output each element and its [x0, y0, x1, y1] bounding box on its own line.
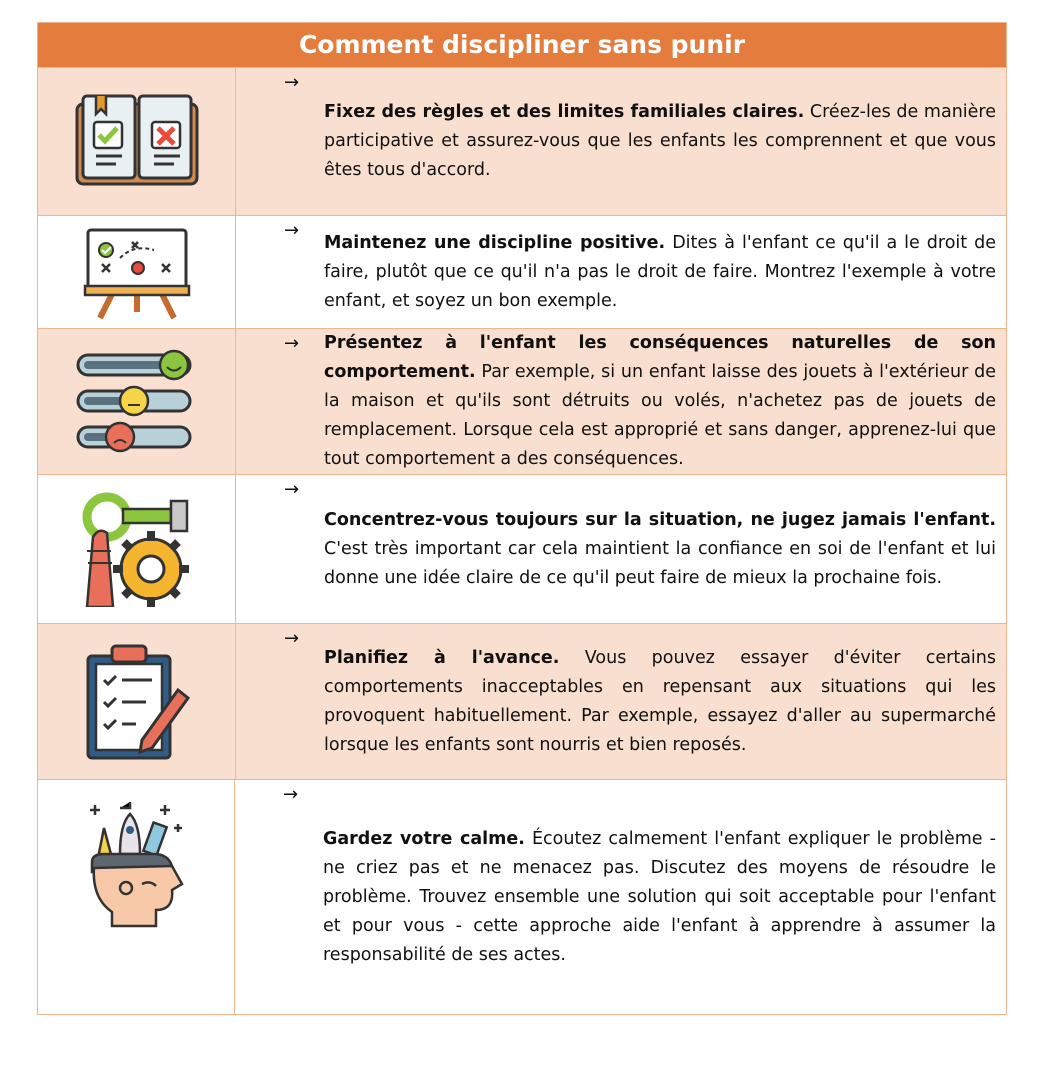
tip-text [324, 644, 996, 760]
table-title: Comment discipliner sans punir [38, 23, 1006, 67]
tip-title: Présentez à l'enfant les conséquences naturelles de son comportement. [324, 333, 996, 382]
strategy-board-icon [82, 224, 192, 320]
tip-text [324, 329, 996, 474]
arrow-icon: → [284, 72, 300, 93]
tip-title: Concentrez-vous toujours sur la situation, ne jugez jamais l'enfant. [324, 509, 996, 530]
mood-sliders-icon [74, 347, 200, 457]
tip-title: Maintenez une discipline positive. [324, 232, 666, 253]
tip-text [324, 98, 996, 185]
book-check-cross-icon [74, 92, 200, 192]
tip-title: Fixez des règles et des limites familiales claires. [324, 102, 805, 122]
tip-body: Écoutez calmement l'enfant expliquer le problème - ne criez pas et ne menacez pas. Discutez des moyens de résoudre le problème. Trouvez ensemble une solution qui soit acceptable pour l'enfant et pour vous - cette approche aide l'enfant à apprendre à assumer la responsabilité de ses actes. [323, 828, 996, 965]
tip-text [324, 506, 996, 593]
arrow-icon: → [283, 784, 299, 805]
table-row [38, 623, 1006, 779]
tip-text [324, 229, 996, 316]
table-row [38, 328, 1006, 474]
discipline-table [37, 22, 1007, 1015]
creative-mind-icon [86, 798, 186, 928]
tip-title: Planifiez à l'avance. [324, 647, 560, 668]
tip-body: Vous pouvez essayer d'éviter certains comportements inacceptables en repensant aux situations qui les provoquent habituellement. Par exemple, essayez d'aller au supermarché lorsque les enfants sont nourris et bien reposés. [324, 647, 996, 755]
arrow-icon: → [284, 333, 300, 354]
arrow-icon: → [284, 628, 300, 649]
table-row [38, 67, 1006, 215]
tip-body: Dites à l'enfant ce qu'il a le droit de faire, plutôt que ce qu'il n'a pas le droit de faire. Montrez l'exemple à votre enfant, et soyez un bon exemple. [324, 232, 996, 311]
table-row [38, 215, 1006, 328]
tip-body: Par exemple, si un enfant laisse des jouets à l'extérieur de la maison et qu'ils sont détruits ou volés, n'achetez pas de jouets de remplacement. Lorsque cela est approprié et sans danger, apprenez-lui que tout comportement a des conséquences. [324, 362, 996, 469]
tip-body: C'est très important car cela maintient la confiance en soi de l'enfant et lui donne une idée claire de ce qu'il peut faire de mieux la prochaine fois. [324, 538, 996, 588]
arrow-icon: → [284, 220, 300, 241]
tip-title: Gardez votre calme. [323, 828, 525, 849]
table-row [38, 779, 1006, 1014]
key-gear-hand-icon [79, 491, 195, 607]
tip-body: Créez-les de manière participative et assurez-vous que les enfants les comprennent et que vous êtes tous d'accord. [324, 102, 996, 180]
table-row [38, 474, 1006, 623]
arrow-icon: → [284, 479, 300, 500]
clipboard-pencil-icon [82, 642, 192, 762]
tip-text [323, 825, 996, 970]
